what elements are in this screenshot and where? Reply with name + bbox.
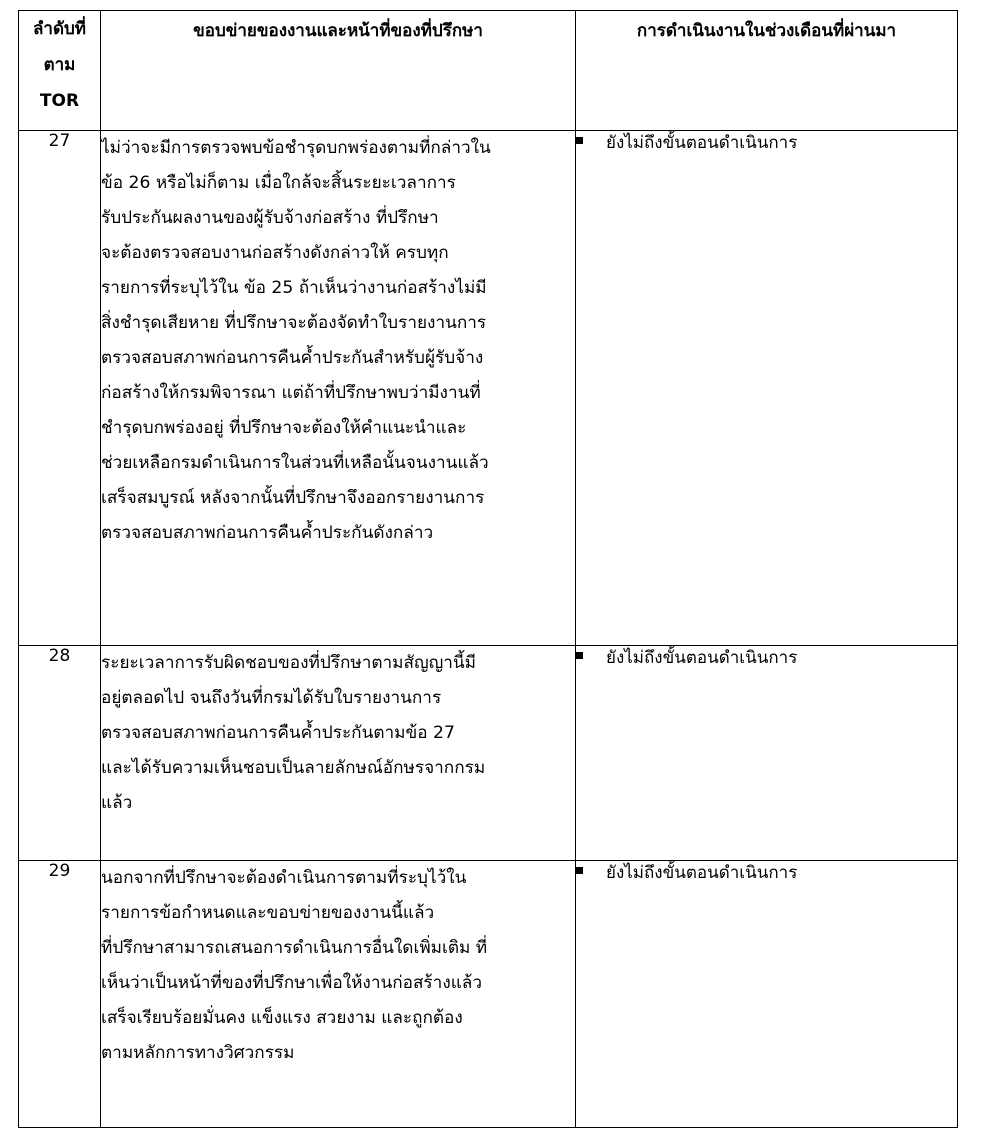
scope-line: อยู่ตลอดไป จนถึงวันที่กรมได้รับใบรายงานการ	[101, 688, 442, 708]
header-scope-label: ขอบข่ายของงานและหน้าที่ของที่ปรึกษา	[193, 21, 483, 41]
table-body	[19, 131, 958, 1128]
tor-number-cell: 28	[19, 646, 101, 861]
scope-line: และได้รับความเห็นชอบเป็นลายลักษณ์อักษรจากกรม	[101, 758, 486, 778]
scope-line: เสร็จสมบูรณ์ หลังจากนั้นที่ปรึกษาจึงออกรายงานการ	[101, 488, 485, 508]
scope-cell	[101, 861, 576, 1128]
scope-line: จะต้องตรวจสอบงานก่อสร้างดังกล่าวให้ ครบทุก	[101, 243, 449, 263]
scope-line: ตรวจสอบสภาพก่อนการคืนค้ำประกันสำหรับผู้รับจ้าง	[101, 348, 484, 368]
scope-cell	[101, 646, 576, 861]
scope-line: ชำรุดบกพร่องอยู่ ที่ปรึกษาจะต้องให้คำแนะนำและ	[101, 418, 467, 438]
scope-line: เสร็จเรียบร้อยมั่นคง แข็งแรง สวยงาม และถูกต้อง	[101, 1008, 463, 1028]
progress-cell	[576, 131, 958, 646]
square-bullet-icon	[576, 867, 583, 874]
progress-text: ยังไม่ถึงขั้นตอนดำเนินการ	[606, 648, 798, 668]
scope-line: เห็นว่าเป็นหน้าที่ของที่ปรึกษาเพื่อให้งานก่อสร้างแล้ว	[101, 973, 482, 993]
progress-cell	[576, 646, 958, 861]
table-row	[19, 861, 958, 1128]
progress-text: ยังไม่ถึงขั้นตอนดำเนินการ	[606, 863, 798, 883]
progress-text: ยังไม่ถึงขั้นตอนดำเนินการ	[606, 133, 798, 153]
table-row	[19, 131, 958, 646]
progress-item	[576, 861, 957, 885]
scope-line: ที่ปรึกษาสามารถเสนอการดำเนินการอื่นใดเพิ่มเติม ที่	[101, 938, 488, 958]
scope-line: ข้อ 26 หรือไม่ก็ตาม เมื่อใกล้จะสิ้นระยะเวลาการ	[101, 173, 456, 193]
header-scope	[101, 11, 576, 131]
header-tor-number-line: ตาม	[43, 55, 76, 75]
scope-line: สิ่งชำรุดเสียหาย ที่ปรึกษาจะต้องจัดทำใบรายงานการ	[101, 313, 487, 333]
header-progress	[576, 11, 958, 131]
header-tor-number-line: TOR	[39, 91, 80, 111]
scope-line: ไม่ว่าจะมีการตรวจพบข้อชำรุดบกพร่องตามที่กล่าวใน	[101, 138, 491, 158]
tor-progress-table	[18, 10, 958, 1128]
table-header	[19, 11, 958, 131]
scope-line: ช่วยเหลือกรมดำเนินการในส่วนที่เหลือนั้นจนงานแล้ว	[101, 453, 489, 473]
scope-cell	[101, 131, 576, 646]
scope-line: แล้ว	[101, 793, 133, 813]
square-bullet-icon	[576, 137, 583, 144]
scope-line: นอกจากที่ปรึกษาจะต้องดำเนินการตามที่ระบุไว้ใน	[101, 868, 467, 888]
header-tor-number-line: ลำดับที่	[32, 19, 86, 39]
scope-line: ก่อสร้างให้กรมพิจารณา แต่ถ้าที่ปรึกษาพบว่ามีงานที่	[101, 383, 481, 403]
scope-line: รับประกันผลงานของผู้รับจ้างก่อสร้าง ที่ปรึกษา	[101, 208, 439, 228]
tor-number-cell: 27	[19, 131, 101, 646]
scope-line: ระยะเวลาการรับผิดชอบของที่ปรึกษาตามสัญญานี้มี	[101, 653, 477, 673]
header-progress-label: การดำเนินงานในช่วงเดือนที่ผ่านมา	[636, 21, 897, 41]
progress-item	[576, 646, 957, 670]
progress-cell	[576, 861, 958, 1128]
scope-line: รายการข้อกำหนดและขอบข่ายของงานนี้แล้ว	[101, 903, 435, 923]
table-row	[19, 646, 958, 861]
header-row	[19, 11, 958, 131]
scope-line: ตรวจสอบสภาพก่อนการคืนค้ำประกันดังกล่าว	[101, 523, 434, 543]
tor-number-cell: 29	[19, 861, 101, 1128]
header-tor-number	[19, 11, 101, 131]
scope-line: ตามหลักการทางวิศวกรรม	[101, 1043, 295, 1063]
scope-line: รายการที่ระบุไว้ใน ข้อ 25 ถ้าเห็นว่างานก่อสร้างไม่มี	[101, 278, 487, 298]
scope-line: ตรวจสอบสภาพก่อนการคืนค้ำประกันตามข้อ 27	[101, 723, 455, 743]
square-bullet-icon	[576, 652, 583, 659]
progress-item	[576, 131, 957, 155]
